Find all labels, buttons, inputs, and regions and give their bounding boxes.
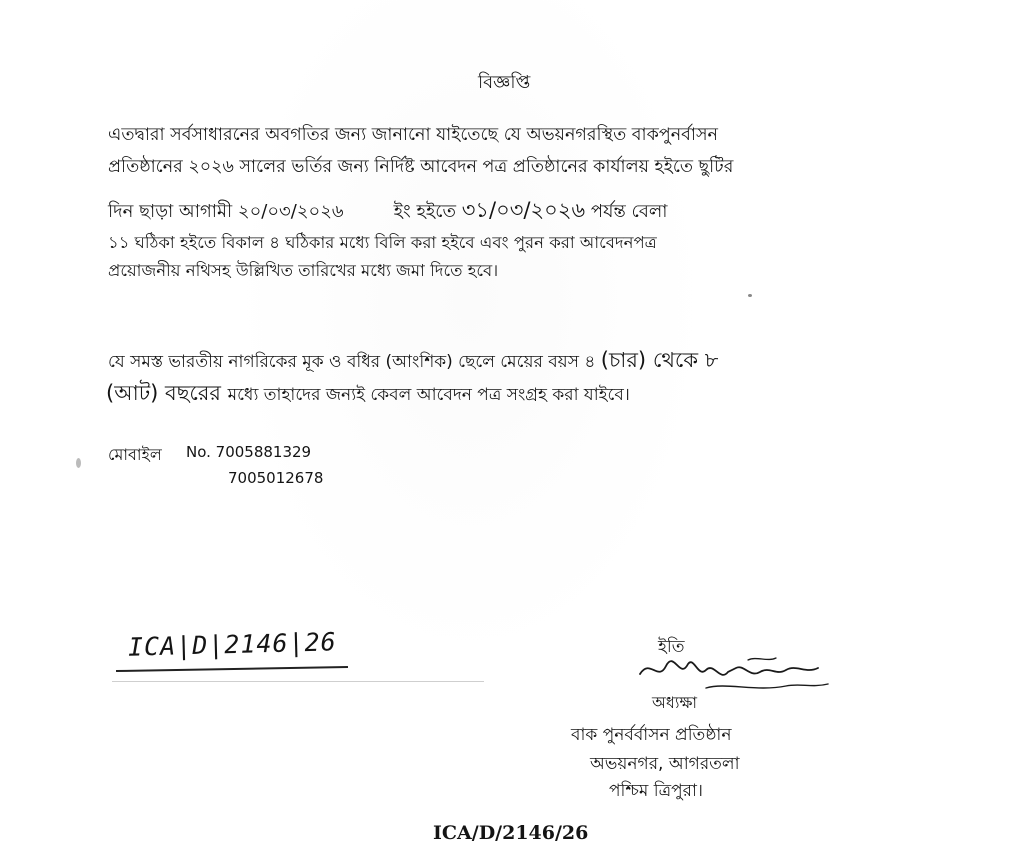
principal-designation: অধ্যক্ষা bbox=[652, 693, 698, 712]
mobile-number-2: 7005012678 bbox=[228, 469, 324, 487]
age-min-word: (চার) bbox=[600, 348, 647, 372]
mobile-number-1: No. 7005881329 bbox=[186, 443, 312, 461]
para2-line2 bbox=[106, 377, 630, 412]
faint-divider bbox=[112, 681, 484, 682]
notice-title: বিজ্ঞপ্তি bbox=[478, 72, 531, 93]
years-text: বছরের bbox=[158, 381, 228, 405]
date-end-text: ৩১/০৩/২০২৬ bbox=[461, 198, 586, 222]
reference-underline bbox=[116, 666, 348, 672]
para1-line3 bbox=[108, 194, 668, 229]
organization-locality: অভয়নগর, আগরতলা bbox=[590, 754, 740, 774]
mobile-label: মোবাইল bbox=[108, 445, 162, 464]
date-start-text: দিন ছাড়া আগামী ২০/০৩/২০২৬ bbox=[108, 201, 344, 222]
footer-reference: ICA/D/2146/26 bbox=[433, 822, 589, 844]
ink-speck bbox=[76, 458, 81, 468]
ink-speck bbox=[748, 294, 752, 297]
closing-iti: ইতি bbox=[658, 637, 685, 657]
from-text: ইং হইতে bbox=[393, 201, 457, 222]
para2-line1 bbox=[108, 344, 718, 379]
handwritten-reference: ICA|D|2146|26 bbox=[127, 627, 338, 662]
organization-name: বাক পুনর্বর্বাসন প্রতিষ্ঠান bbox=[571, 725, 732, 745]
organization-district: পশ্চিম ত্রিপুরা। bbox=[609, 781, 703, 801]
para1-line5: প্রয়োজনীয় নথিসহ উল্লিখিত তারিখের মধ্যে জমা দিতে হবে। bbox=[108, 261, 499, 280]
collection-text: মধ্যে তাহাদের জন্যই কেবল আবেদন পত্র সংগ্রহ করা যাইবে। bbox=[227, 385, 630, 405]
until-text: পর্যন্ত বেলা bbox=[585, 201, 668, 222]
para1-line2: প্রতিষ্ঠানের ২০২৬ সালের ভর্তির জন্য নির্দিষ্ট আবেদন পত্র প্রতিষ্ঠানের কার্যালয় হইতে ছুটির bbox=[108, 157, 734, 177]
age-max-word: (আট) bbox=[106, 381, 159, 405]
eligibility-text: যে সমস্ত ভারতীয় নাগরিকের মূক ও বধির (আংশিক) ছেলে মেয়ের বয়স ৪ bbox=[108, 352, 601, 372]
para1-line4: ১১ ঘঠিকা হইতে বিকাল ৪ ঘঠিকার মধ্যে বিলি করা হইবে এবং পুরন করা আবেদনপত্র bbox=[108, 233, 657, 252]
para1-line1: এতদ্বারা সর্বসাধারনের অবগতির জন্য জানানো যাইতেছে যে অভয়নগরস্থিত বাকপুনর্বাসন bbox=[108, 125, 718, 145]
age-to-text: থেকে ৮ bbox=[646, 348, 719, 372]
